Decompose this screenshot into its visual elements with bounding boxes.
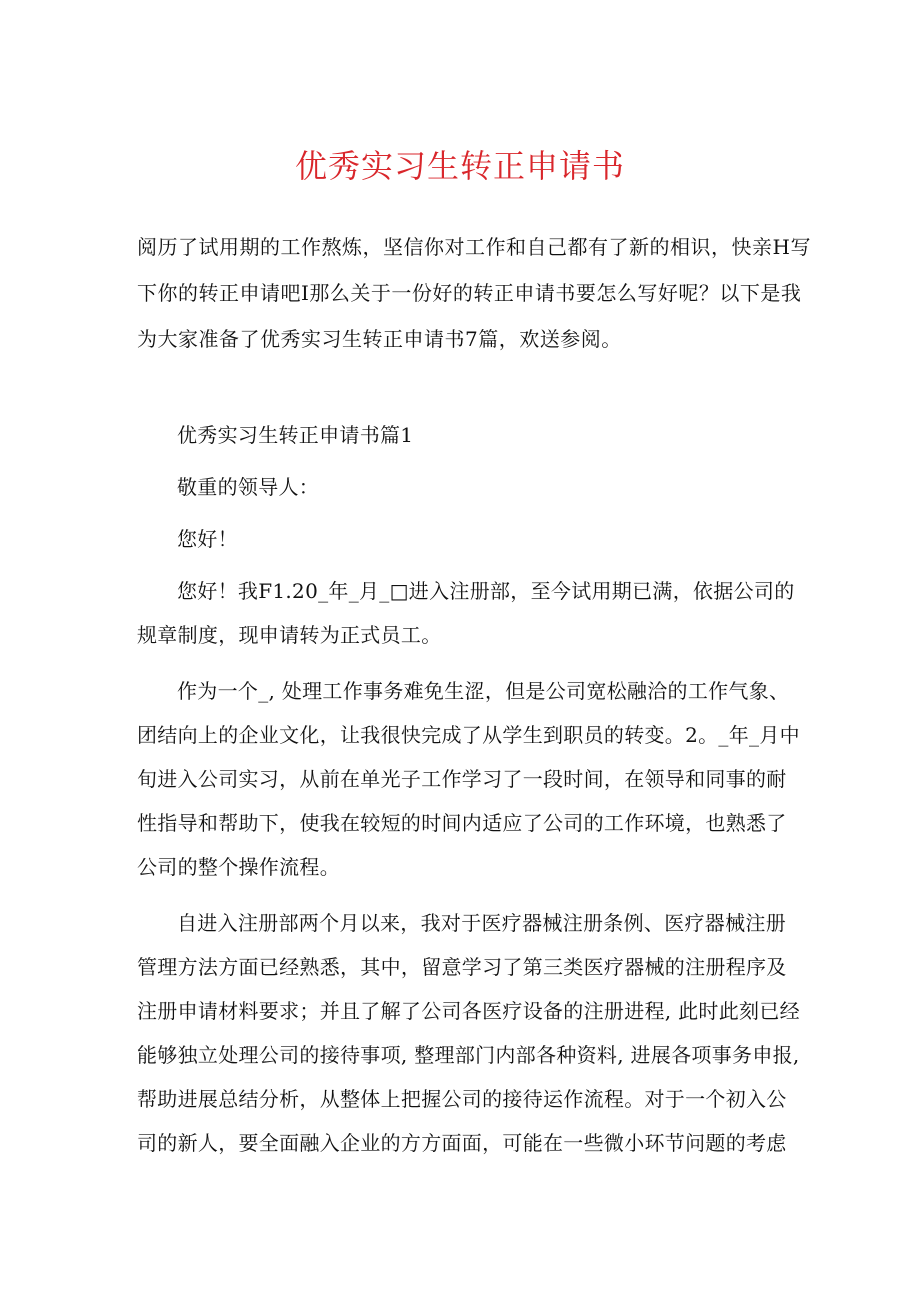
paragraph-line: 旬进入公司实习，从前在单光子工作学习了一段时间，在领导和同事的耐	[137, 767, 787, 791]
body-paragraph-3	[137, 901, 800, 1165]
paragraph-line: 作为一个_, 处理工作事务难免生涩，但是公司宽松融洽的工作气象、	[177, 679, 790, 703]
section-heading	[137, 413, 792, 457]
paragraph-line: 性指导和帮助下，使我在较短的时间内适应了公司的工作环境，也熟悉了	[137, 811, 787, 835]
salutation-text: 敬重的领导人：	[177, 475, 320, 499]
paragraph-line: 您好！我F1.20_年_月_□进入注册部，至今试用期已满，依据公司的	[177, 579, 795, 603]
intro-paragraph	[137, 224, 811, 362]
section-heading-text: 优秀实习生转正申请书篇1	[177, 423, 414, 447]
intro-line: 阅历了试用期的工作熬炼，坚信你对工作和自己都有了新的相识，快亲H写	[137, 235, 811, 259]
letter-body	[137, 413, 800, 1165]
paragraph-line: 司的新人，要全面融入企业的方方面面，可能在一些微小环节问题的考虑	[137, 1131, 787, 1155]
document-title: 优秀实习生转正申请书	[294, 147, 625, 185]
paragraph-line: 团结向上的企业文化，让我很快完成了从学生到职员的转变。2。_年_月中	[137, 723, 800, 747]
paragraph-line: 自进入注册部两个月以来，我对于医疗器械注册条例、医疗器械注册	[177, 911, 786, 935]
salutation	[137, 465, 792, 509]
body-paragraph-1	[137, 569, 795, 657]
paragraph-line: 帮助进展总结分析，从整体上把握公司的接待运作流程。对于一个初入公	[137, 1087, 787, 1111]
intro-line: 为大家准备了优秀实习生转正申请书7篇，欢送参阅。	[137, 327, 622, 351]
paragraph-line: 公司的整个操作流程。	[137, 855, 340, 879]
paragraph-line: 注册申请材料要求；并且了解了公司各医疗设备的注册进程, 此时此刻已经	[137, 999, 800, 1023]
greeting	[137, 517, 792, 561]
body-paragraph-2	[137, 669, 800, 889]
paragraph-line: 管理方法方面已经熟悉，其中，留意学习了第三类医疗器械的注册程序及	[137, 955, 787, 979]
paragraph-line: 能够独立处理公司的接待事项, 整理部门内部各种资料, 进展各项事务申报,	[137, 1043, 800, 1067]
intro-line: 下你的转正申请吧I那么关于一份好的转正申请书要怎么写好呢？以下是我	[137, 281, 802, 305]
paragraph-line: 规章制度，现申请转为正式员工。	[137, 623, 442, 647]
greeting-text: 您好！	[177, 527, 238, 551]
